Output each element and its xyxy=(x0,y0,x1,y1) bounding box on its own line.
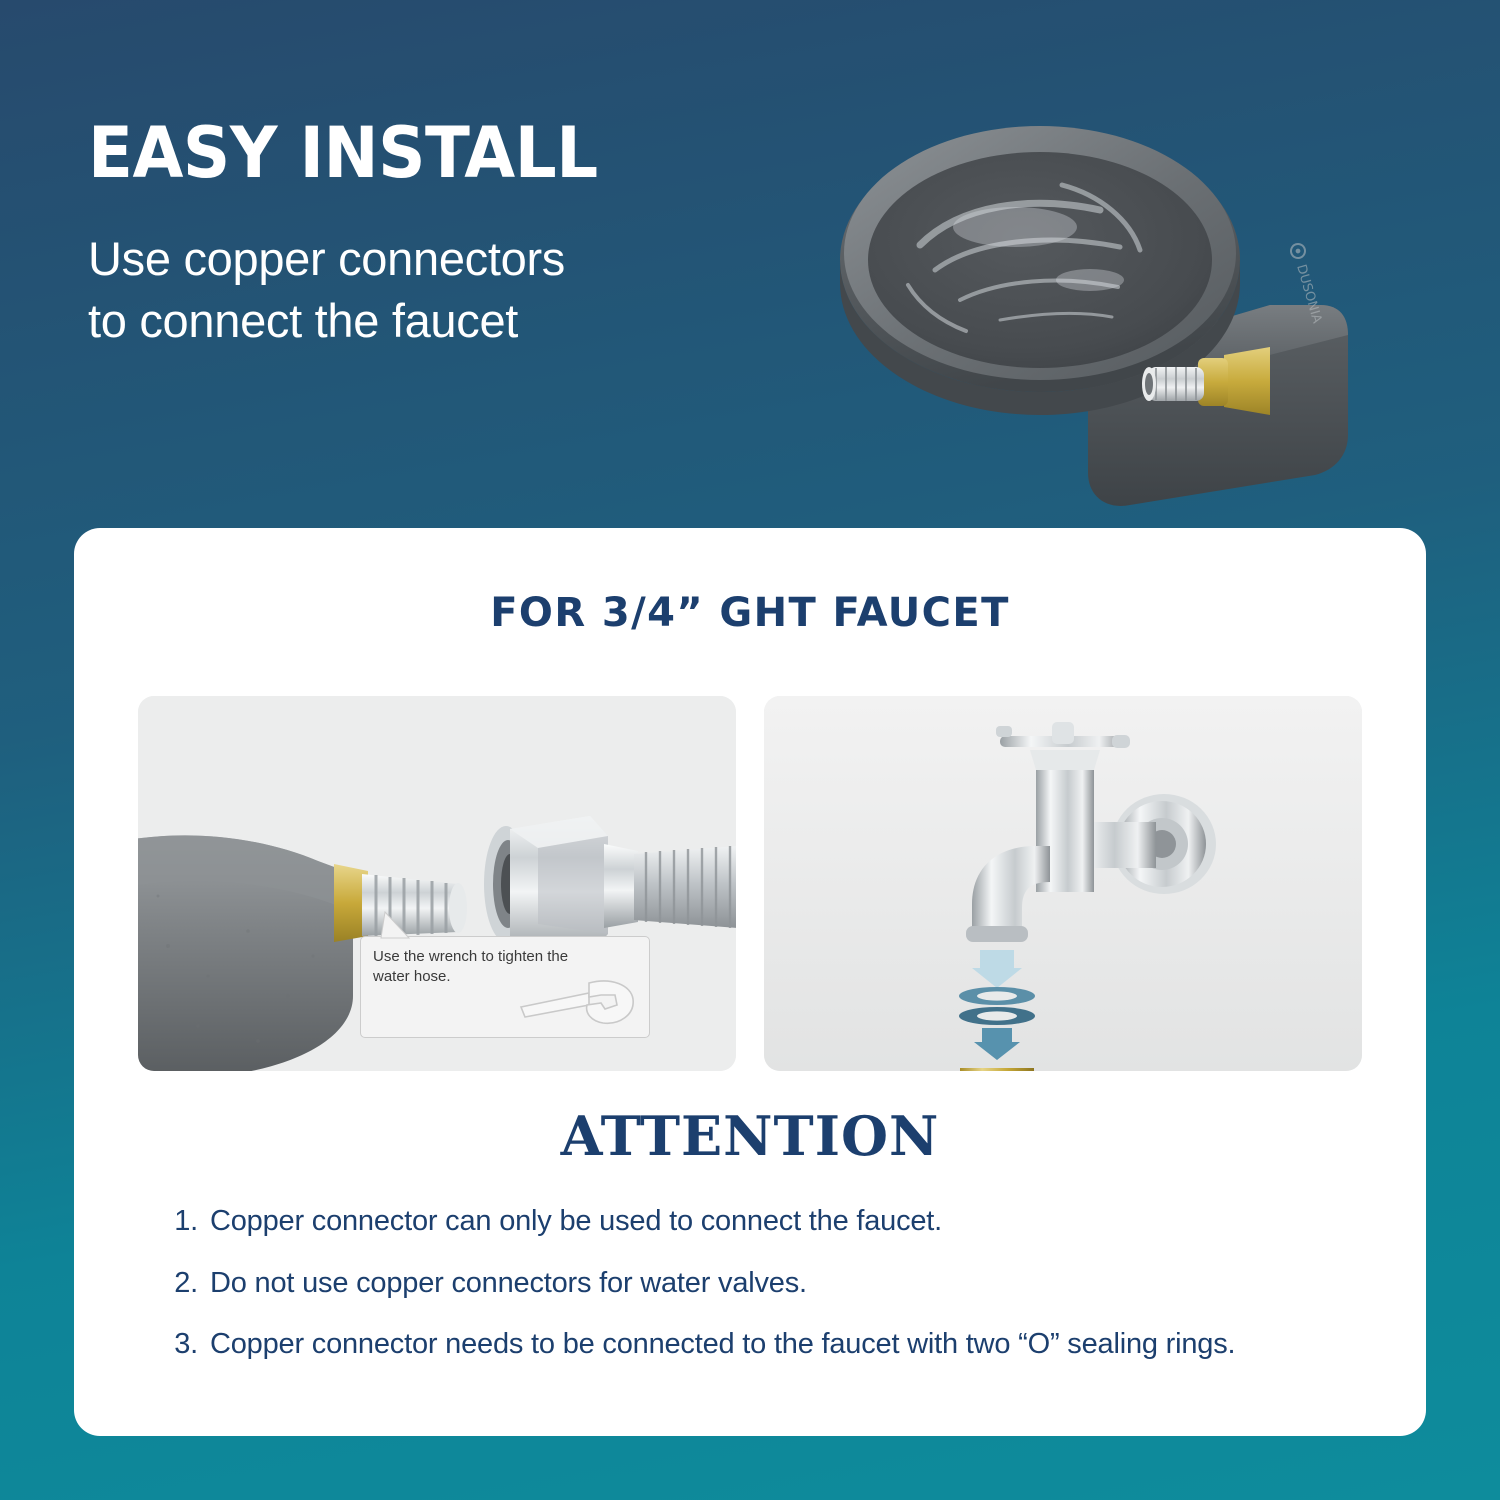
list-item-number: 3. xyxy=(174,1328,198,1360)
page-title: EASY INSTALL xyxy=(88,112,598,194)
list-item-text: Copper connector can only be used to connect the faucet. xyxy=(210,1205,943,1237)
list-item xyxy=(152,1323,1352,1367)
hero-subhead xyxy=(88,228,788,352)
attention-title: ATTENTION xyxy=(560,1104,940,1168)
list-item-text: Copper connector needs to be connected to the faucet with two “O” sealing rings. xyxy=(210,1328,1236,1360)
hero-subhead-line2: to connect the faucet xyxy=(88,294,519,348)
svg-text:DUSONIA: DUSONIA xyxy=(1293,262,1325,326)
card-title: FOR 3/4” GHT FAUCET xyxy=(490,590,1010,636)
dog-water-bowl-product-photo xyxy=(800,55,1440,525)
photo-row xyxy=(138,696,1362,1071)
wrench-callout xyxy=(360,936,650,1038)
callout-tail-icon xyxy=(379,911,419,939)
info-card xyxy=(74,528,1426,1436)
list-item-text: Do not use copper connectors for water valves. xyxy=(210,1266,807,1299)
list-item xyxy=(152,1200,1352,1244)
list-item xyxy=(152,1262,1352,1306)
hero-text-block xyxy=(88,112,788,352)
hero-subhead-line1: Use copper connectors xyxy=(88,232,566,285)
outdoor-faucet-with-copper-connector-photo xyxy=(764,696,1362,1071)
attention-notes-list xyxy=(152,1200,1352,1385)
wrench-callout-text: Use the wrench to tighten the water hose. xyxy=(373,948,569,985)
wrench-icon xyxy=(515,975,639,1031)
bowl-inlet-and-hose-connector-photo xyxy=(138,696,736,1071)
list-item-number: 1. xyxy=(174,1205,198,1237)
list-item-number: 2. xyxy=(174,1266,198,1299)
